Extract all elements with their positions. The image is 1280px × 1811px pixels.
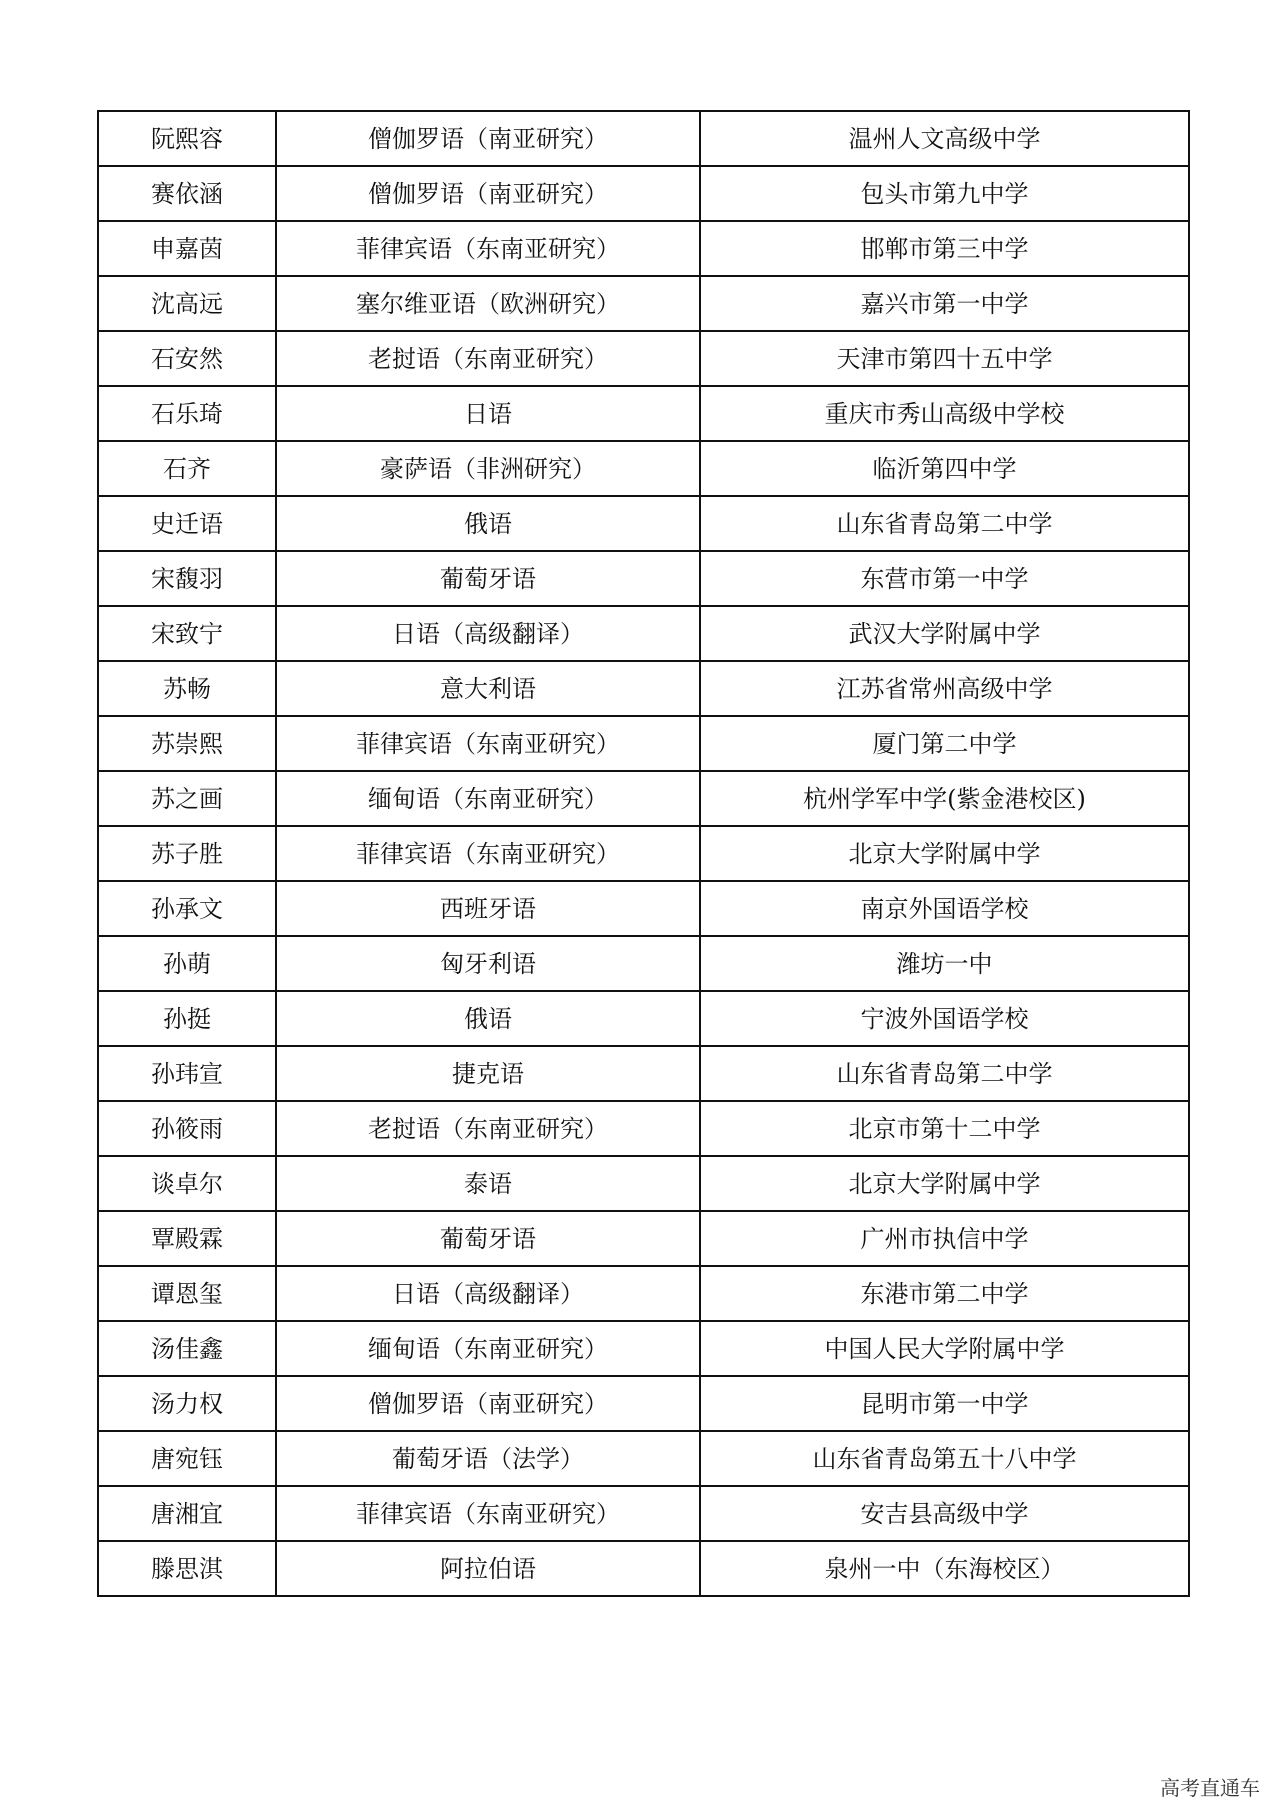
school-cell: 山东省青岛第二中学 bbox=[700, 496, 1189, 551]
major-cell: 阿拉伯语 bbox=[276, 1541, 700, 1596]
student-name-cell: 苏崇熙 bbox=[98, 716, 276, 771]
table-row bbox=[98, 1486, 1189, 1541]
table-row bbox=[98, 1156, 1189, 1211]
major-cell: 葡萄牙语（法学） bbox=[276, 1431, 700, 1486]
major-cell: 僧伽罗语（南亚研究） bbox=[276, 166, 700, 221]
table-row bbox=[98, 111, 1189, 166]
major-cell: 匈牙利语 bbox=[276, 936, 700, 991]
student-name-cell: 石齐 bbox=[98, 441, 276, 496]
school-cell: 中国人民大学附属中学 bbox=[700, 1321, 1189, 1376]
school-cell: 武汉大学附属中学 bbox=[700, 606, 1189, 661]
table-row bbox=[98, 1266, 1189, 1321]
major-cell: 菲律宾语（东南亚研究） bbox=[276, 221, 700, 276]
school-cell: 嘉兴市第一中学 bbox=[700, 276, 1189, 331]
school-cell: 昆明市第一中学 bbox=[700, 1376, 1189, 1431]
student-name-cell: 宋馥羽 bbox=[98, 551, 276, 606]
major-cell: 塞尔维亚语（欧洲研究） bbox=[276, 276, 700, 331]
student-name-cell: 覃殿霖 bbox=[98, 1211, 276, 1266]
school-cell: 天津市第四十五中学 bbox=[700, 331, 1189, 386]
student-name-cell: 汤佳鑫 bbox=[98, 1321, 276, 1376]
school-cell: 包头市第九中学 bbox=[700, 166, 1189, 221]
table-row bbox=[98, 1101, 1189, 1156]
major-cell: 缅甸语（东南亚研究） bbox=[276, 771, 700, 826]
school-cell: 广州市执信中学 bbox=[700, 1211, 1189, 1266]
table-row bbox=[98, 771, 1189, 826]
school-cell: 北京大学附属中学 bbox=[700, 826, 1189, 881]
student-name-cell: 史迁语 bbox=[98, 496, 276, 551]
major-cell: 僧伽罗语（南亚研究） bbox=[276, 1376, 700, 1431]
major-cell: 老挝语（东南亚研究） bbox=[276, 1101, 700, 1156]
table-row bbox=[98, 441, 1189, 496]
table-row bbox=[98, 276, 1189, 331]
table-row bbox=[98, 1376, 1189, 1431]
student-name-cell: 孙萌 bbox=[98, 936, 276, 991]
school-cell: 宁波外国语学校 bbox=[700, 991, 1189, 1046]
major-cell: 菲律宾语（东南亚研究） bbox=[276, 1486, 700, 1541]
table-row bbox=[98, 826, 1189, 881]
table-row bbox=[98, 991, 1189, 1046]
student-name-cell: 苏子胜 bbox=[98, 826, 276, 881]
student-name-cell: 苏畅 bbox=[98, 661, 276, 716]
admission-list-table bbox=[97, 110, 1190, 1597]
table-row bbox=[98, 1046, 1189, 1101]
major-cell: 日语 bbox=[276, 386, 700, 441]
table-row bbox=[98, 221, 1189, 276]
major-cell: 泰语 bbox=[276, 1156, 700, 1211]
student-name-cell: 申嘉茵 bbox=[98, 221, 276, 276]
student-name-cell: 阮熙容 bbox=[98, 111, 276, 166]
student-name-cell: 滕思淇 bbox=[98, 1541, 276, 1596]
major-cell: 葡萄牙语 bbox=[276, 551, 700, 606]
school-cell: 江苏省常州高级中学 bbox=[700, 661, 1189, 716]
watermark-text: 高考直通车 bbox=[1160, 1776, 1260, 1800]
major-cell: 豪萨语（非洲研究） bbox=[276, 441, 700, 496]
table-row bbox=[98, 331, 1189, 386]
school-cell: 潍坊一中 bbox=[700, 936, 1189, 991]
school-cell: 重庆市秀山高级中学校 bbox=[700, 386, 1189, 441]
table-row bbox=[98, 1431, 1189, 1486]
major-cell: 葡萄牙语 bbox=[276, 1211, 700, 1266]
school-cell: 东营市第一中学 bbox=[700, 551, 1189, 606]
school-cell: 北京大学附属中学 bbox=[700, 1156, 1189, 1211]
student-name-cell: 赛依涵 bbox=[98, 166, 276, 221]
major-cell: 西班牙语 bbox=[276, 881, 700, 936]
major-cell: 菲律宾语（东南亚研究） bbox=[276, 826, 700, 881]
student-name-cell: 宋致宁 bbox=[98, 606, 276, 661]
student-name-cell: 汤力权 bbox=[98, 1376, 276, 1431]
major-cell: 菲律宾语（东南亚研究） bbox=[276, 716, 700, 771]
major-cell: 意大利语 bbox=[276, 661, 700, 716]
student-name-cell: 石乐琦 bbox=[98, 386, 276, 441]
table-row bbox=[98, 881, 1189, 936]
table-row bbox=[98, 166, 1189, 221]
school-cell: 南京外国语学校 bbox=[700, 881, 1189, 936]
table-row bbox=[98, 661, 1189, 716]
school-cell: 泉州一中（东海校区） bbox=[700, 1541, 1189, 1596]
table-body bbox=[98, 111, 1189, 1596]
student-name-cell: 孙玮宣 bbox=[98, 1046, 276, 1101]
student-name-cell: 孙筱雨 bbox=[98, 1101, 276, 1156]
table-row bbox=[98, 386, 1189, 441]
table-row bbox=[98, 496, 1189, 551]
school-cell: 杭州学军中学(紫金港校区) bbox=[700, 771, 1189, 826]
student-name-cell: 沈高远 bbox=[98, 276, 276, 331]
student-name-cell: 谭恩玺 bbox=[98, 1266, 276, 1321]
table-row bbox=[98, 1321, 1189, 1376]
school-cell: 温州人文高级中学 bbox=[700, 111, 1189, 166]
major-cell: 日语（高级翻译） bbox=[276, 1266, 700, 1321]
school-cell: 安吉县高级中学 bbox=[700, 1486, 1189, 1541]
major-cell: 老挝语（东南亚研究） bbox=[276, 331, 700, 386]
school-cell: 北京市第十二中学 bbox=[700, 1101, 1189, 1156]
major-cell: 日语（高级翻译） bbox=[276, 606, 700, 661]
major-cell: 捷克语 bbox=[276, 1046, 700, 1101]
student-name-cell: 石安然 bbox=[98, 331, 276, 386]
major-cell: 俄语 bbox=[276, 496, 700, 551]
table-row bbox=[98, 606, 1189, 661]
school-cell: 山东省青岛第二中学 bbox=[700, 1046, 1189, 1101]
student-name-cell: 唐湘宜 bbox=[98, 1486, 276, 1541]
student-name-cell: 苏之画 bbox=[98, 771, 276, 826]
school-cell: 厦门第二中学 bbox=[700, 716, 1189, 771]
table-row bbox=[98, 716, 1189, 771]
major-cell: 缅甸语（东南亚研究） bbox=[276, 1321, 700, 1376]
school-cell: 临沂第四中学 bbox=[700, 441, 1189, 496]
major-cell: 俄语 bbox=[276, 991, 700, 1046]
student-name-cell: 谈卓尔 bbox=[98, 1156, 276, 1211]
student-name-cell: 孙挺 bbox=[98, 991, 276, 1046]
school-cell: 邯郸市第三中学 bbox=[700, 221, 1189, 276]
student-name-cell: 孙承文 bbox=[98, 881, 276, 936]
table-row bbox=[98, 1211, 1189, 1266]
school-cell: 东港市第二中学 bbox=[700, 1266, 1189, 1321]
table-row bbox=[98, 551, 1189, 606]
major-cell: 僧伽罗语（南亚研究） bbox=[276, 111, 700, 166]
student-name-cell: 唐宛钰 bbox=[98, 1431, 276, 1486]
table-row bbox=[98, 936, 1189, 991]
school-cell: 山东省青岛第五十八中学 bbox=[700, 1431, 1189, 1486]
table-row bbox=[98, 1541, 1189, 1596]
